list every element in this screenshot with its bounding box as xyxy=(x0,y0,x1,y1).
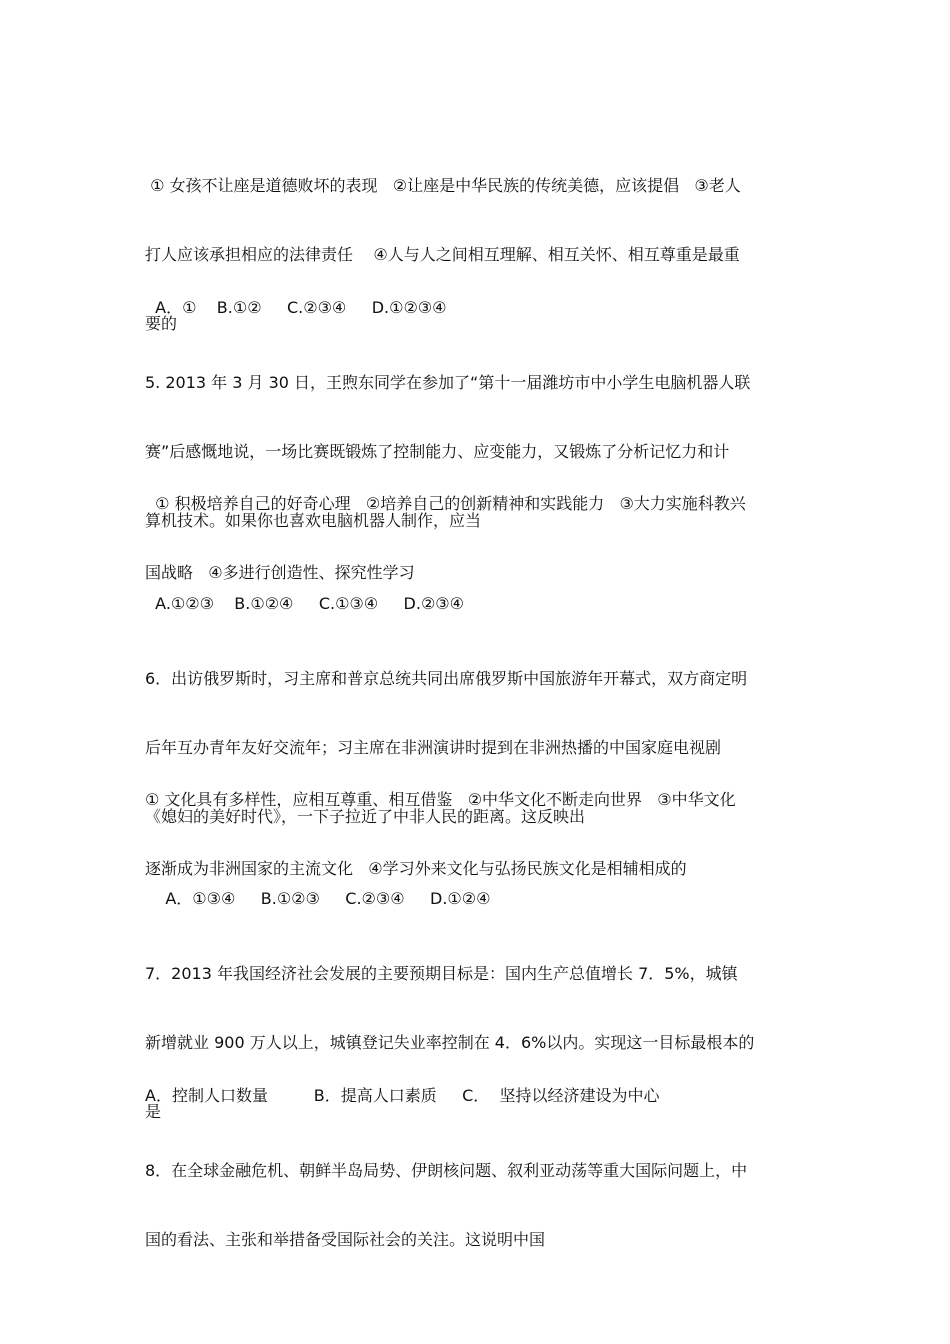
text-line: 算机技术。如果你也喜欢电脑机器人制作，应当 xyxy=(145,511,482,530)
text-line: 赛”后感慨地说，一场比赛既锻炼了控制能力、应变能力，又锻炼了分析记忆力和计 xyxy=(145,442,730,461)
text-line: ① 文化具有多样性，应相互尊重、相互借鉴 ②中华文化不断走向世界 ③中华文化 xyxy=(145,790,736,809)
q8-question xyxy=(145,1113,815,1297)
text-line: A．控制人口数量 B．提高人口素质 C． 坚持以经济建设为中心 xyxy=(145,1086,660,1105)
text-line: 打人应该承担相应的法律责任 ④人与人之间相互理解、相互关怀、相互尊重是最重 xyxy=(145,245,740,264)
text-line: 7．2013 年我国经济社会发展的主要预期目标是：国内生产总值增长 7．5%，城镇 xyxy=(145,964,738,983)
text-line: A.①②③ B.①②④ C.①③④ D.②③④ xyxy=(145,594,464,613)
text-line: 国的看法、主张和举措备受国际社会的关注。这说明中国 xyxy=(145,1230,546,1249)
text-line: A．①③④ B.①②③ C.②③④ D.①②④ xyxy=(145,889,491,908)
text-line: 5. 2013 年 3 月 30 日，王煦东同学在参加了“第十一届潍坊市中小学生电脑机器人联 xyxy=(145,373,751,392)
text-line: ① 积极培养自己的好奇心理 ②培养自己的创新精神和实践能力 ③大力实施科教兴 xyxy=(145,494,746,513)
text-line: 国战略 ④多进行创造性、探究性学习 xyxy=(145,563,415,582)
text-line: A．① B.①② C.②③④ D.①②③④ xyxy=(145,298,447,317)
text-line: 要的 xyxy=(145,314,178,333)
text-line: ① 女孩不让座是道德败坏的表现 ②让座是中华民族的传统美德，应该提倡 ③老人 xyxy=(145,176,741,195)
text-line: 6．出访俄罗斯时，习主席和普京总统共同出席俄罗斯中国旅游年开幕式，双方商定明 xyxy=(145,669,748,688)
text-line: 新增就业 900 万人以上，城镇登记失业率控制在 4．6%以内。实现这一目标最根本的 xyxy=(145,1033,755,1052)
text-line: 8．在全球金融危机、朝鲜半岛局势、伊朗核问题、叙利亚动荡等重大国际问题上，中 xyxy=(145,1161,748,1180)
text-line: 逐渐成为非洲国家的主流文化 ④学习外来文化与弘扬民族文化是相辅相成的 xyxy=(145,859,687,878)
text-line: 后年互办青年友好交流年；习主席在非洲演讲时提到在非洲热播的中国家庭电视剧 xyxy=(145,738,722,757)
text-line: 是 xyxy=(145,1102,162,1121)
text-line: 《媳妇的美好时代》，一下子拉近了中非人民的距离。这反映出 xyxy=(145,807,586,826)
